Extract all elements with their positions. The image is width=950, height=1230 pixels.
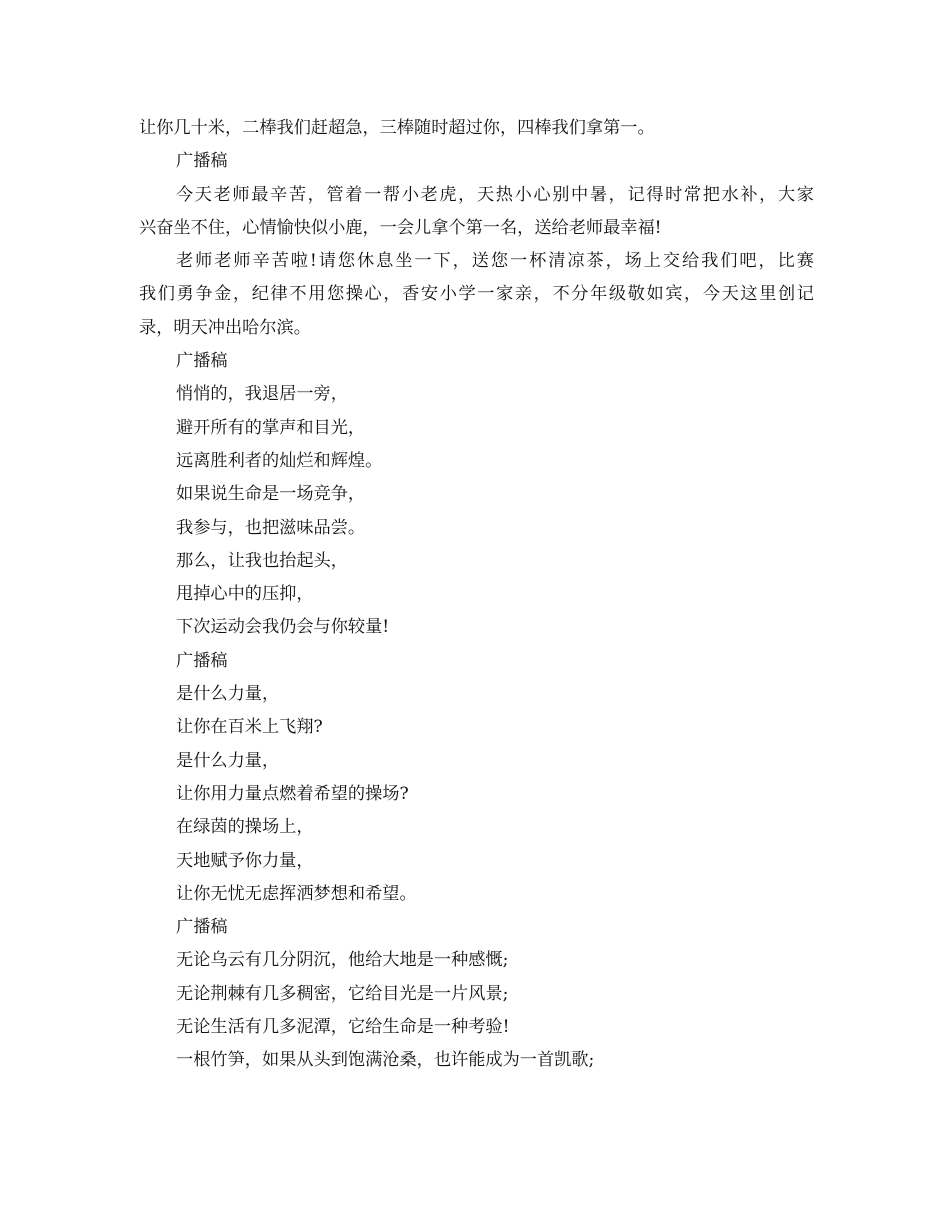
section-heading-broadcast: 广播稿 [176,351,228,372]
poem-line: 在绿茵的操场上， [176,817,314,838]
prose-line: 无论生活有几多泥潭，它给生命是一种考验! [176,1017,510,1038]
poem-line: 天地赋予你力量， [176,850,314,871]
text-line-1: 让你几十米，二棒我们赶超急，三棒随时超过你，四棒我们拿第一。 [139,118,655,138]
text-line-3: 今天老师最辛苦，管着一帮小老虎，天热小心别中暑，记得时常把水补，大家 [176,184,814,205]
poem-line: 让你无忧无虑挥洒梦想和希望。 [176,883,417,904]
poem-line: 让你在百米上飞翔? [176,717,323,738]
poem-line: 是什么力量， [176,684,280,705]
text-line-4: 兴奋坐不住，心情愉快似小鹿，一会儿拿个第一名，送给老师最幸福! [139,217,662,238]
poem-line: 那么，让我也抬起头， [176,550,348,571]
poem-line: 下次运动会我仍会与你较量! [176,617,390,638]
prose-line: 无论乌云有几分阴沉，他给大地是一种感慨; [176,950,509,971]
poem-line: 悄悄的，我退居一旁， [176,384,348,405]
text-line-5: 老师老师辛苦啦!请您休息坐一下，送您一杯清凉茶，场上交给我们吧，比赛 [176,251,814,272]
poem-line: 我参与，也把滋味品尝。 [176,517,366,538]
prose-line: 无论荆棘有几多稠密，它给目光是一片风景; [176,983,509,1004]
poem-line: 如果说生命是一场竞争， [176,484,366,505]
text-line-7: 录，明天冲出哈尔滨。 [139,317,311,338]
section-heading-broadcast: 广播稿 [176,917,228,938]
document-body [139,112,814,1078]
text-line-6: 我们勇争金，纪律不用您操心，香安小学一家亲，不分年级敬如宾，今天这里创记 [139,284,814,305]
poem-line: 甩掉心中的压抑， [176,584,314,605]
prose-line: 一根竹笋，如果从头到饱满沧桑，也许能成为一首凯歌; [176,1050,595,1071]
section-heading-broadcast: 广播稿 [176,151,228,172]
poem-line: 远离胜利者的灿烂和辉煌。 [176,450,383,471]
section-heading-broadcast: 广播稿 [176,650,228,671]
poem-line: 避开所有的掌声和目光， [176,417,366,438]
poem-line: 让你用力量点燃着希望的操场? [176,783,409,804]
poem-line: 是什么力量， [176,750,280,771]
